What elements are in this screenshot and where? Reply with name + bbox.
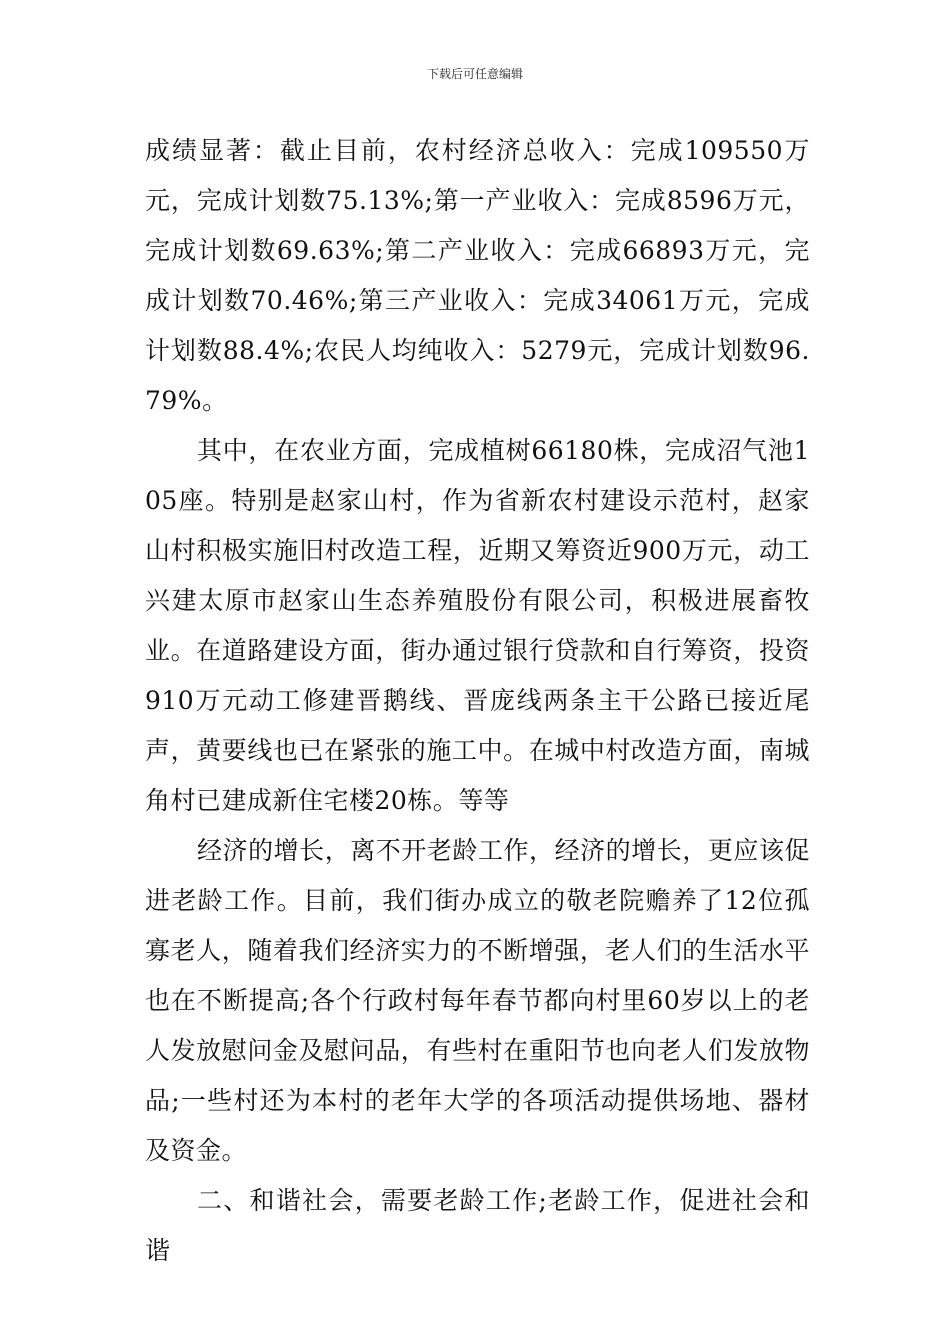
paragraph-agriculture: 其中，在农业方面，完成植树66180株，完成沼气池105座。特别是赵家山村，作为省新农村建设示范村，赵家山村积极实施旧村改造工程，近期又筹资近900万元，动工兴建太原市赵家山生态养殖股份有限公司，积极进展畜牧业。在道路建设方面，街办通过银行贷款和自行筹资，投资910万元动工修建晋鹅线、晋庞线两条主干公路已接近尾声，黄要线也已在紧张的施工中。在城中村改造方面，南城角村已建成新住宅楼20栋。等等 bbox=[145, 436, 810, 815]
paragraph-economic-results: 成绩显著：截止目前，农村经济总收入：完成109550万元，完成计划数75.13%;第一产业收入：完成8596万元，完成计划数69.63%;第二产业收入：完成66893万元，完成计划数70.46%;第三产业收入：完成34061万元，完成计划数88.4%;农民人均纯收入：5279元，完成计划数96.79%。 bbox=[145, 136, 810, 415]
document-body bbox=[145, 126, 810, 1276]
paragraph-elderly-work: 经济的增长，离不开老龄工作，经济的增长，更应该促进老龄工作。目前，我们街办成立的敬老院赡养了12位孤寡老人，随着我们经济实力的不断增强，老人们的生活水平也在不断提高;各个行政村每年春节都向村里60岁以上的老人发放慰问金及慰问品，有些村在重阳节也向老人们发放物品;一些村还为本村的老年大学的各项活动提供场地、器材及资金。 bbox=[145, 836, 810, 1165]
page-header-note: 下载后可任意编辑 bbox=[426, 67, 523, 81]
section-heading-harmonious-society: 二、和谐社会，需要老龄工作;老龄工作，促进社会和谐 bbox=[145, 1186, 810, 1265]
